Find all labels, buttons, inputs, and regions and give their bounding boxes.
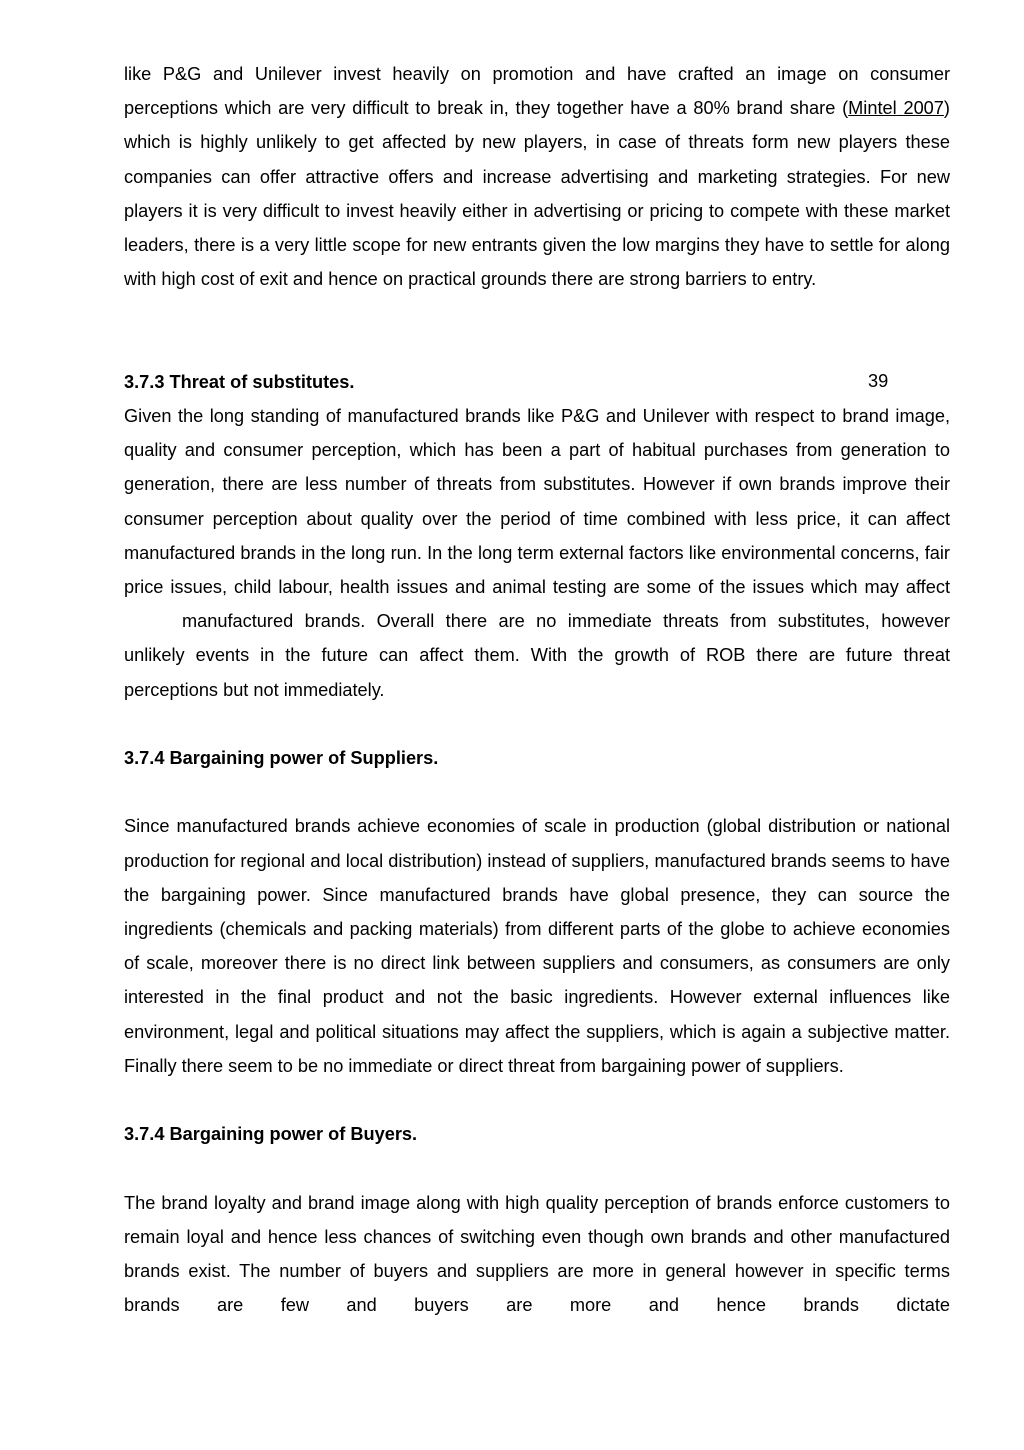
buyers-paragraph: The brand loyalty and brand image along with high quality perception of brands enforce customers to remain loyal and hence less chances of switching even though own brands and other manufactured brands exist. The number of buyers and suppliers are more in general however in specific terms brands are few and buyers are more and hence brands dictate	[124, 1192, 950, 1316]
spacer	[124, 775, 950, 809]
intro-text-after-citation: ) which is highly unlikely to get affected by new players, in case of threats form new players these companies can offer attractive offers and increase advertising and marketing strategies. For new players it is very difficult to invest heavily either in advertising or pricing to compete with these market leaders, there is a very little scope for new entrants given the low margins they have to settle for along with high cost of exit and hence on practical grounds there are strong barriers to entry.	[124, 98, 950, 290]
suppliers-paragraph: Since manufactured brands achieve economies of scale in production (global distribution or national production for regional and local distribution) instead of suppliers, manufactured brands seems to have the bargaining power. Since manufactured brands have global presence, they can source the ingredients (chemicals and packing materials) from different parts of the globe to achieve economies of scale, moreover there is no direct link between suppliers and consumers, as consumers are only interested in the final product and not the basic ingredients. However external influences like environment, legal and political situations may affect the suppliers, which is again a subjective matter. Finally there seem to be no immediate or direct threat from bargaining power of suppliers.	[124, 816, 950, 1076]
spacer	[124, 1083, 950, 1117]
spacer	[124, 331, 950, 365]
intro-text-before-citation: like P&G and Unilever invest heavily on promotion and have crafted an image on consumer perceptions which are very difficult to break in, they together have a 80% brand share (	[124, 64, 950, 119]
spacer	[124, 707, 950, 741]
substitutes-text-part1: Given the long standing of manufactured brands like P&G and Unilever with respect to brand image, quality and consumer perception, which has been a part of habitual purchases from generation to generation, there are less number of threats from substitutes. However if own brands improve their consumer perception about quality over the period of time combined with less price, it can affect manufactured brands in the long run. In the long term external factors like environmental concerns, fair price issues, child labour, health issues and animal testing are some of the issues which may affect	[124, 406, 950, 598]
spacer	[124, 296, 950, 330]
heading-bargaining-power-buyers: 3.7.4 Bargaining power of Buyers.	[124, 1124, 418, 1145]
citation-link[interactable]	[848, 98, 944, 118]
substitutes-paragraph	[124, 399, 950, 707]
document-body	[124, 57, 950, 1322]
intro-paragraph	[124, 57, 950, 296]
citation-author: Mintel	[848, 98, 897, 119]
substitutes-text-part2: manufactured brands. Overall there are no immediate threats from substitutes, however unlikely events in the future can affect them. With the growth of ROB there are future threat perceptions but not immediately.	[124, 611, 950, 700]
citation-year: 2007	[903, 98, 944, 119]
heading-bargaining-power-suppliers: 3.7.4 Bargaining power of Suppliers.	[124, 748, 439, 769]
heading-threat-of-substitutes: 3.7.3 Threat of substitutes.	[124, 371, 355, 392]
spacer	[124, 1151, 950, 1185]
page-number: 39	[868, 371, 889, 391]
